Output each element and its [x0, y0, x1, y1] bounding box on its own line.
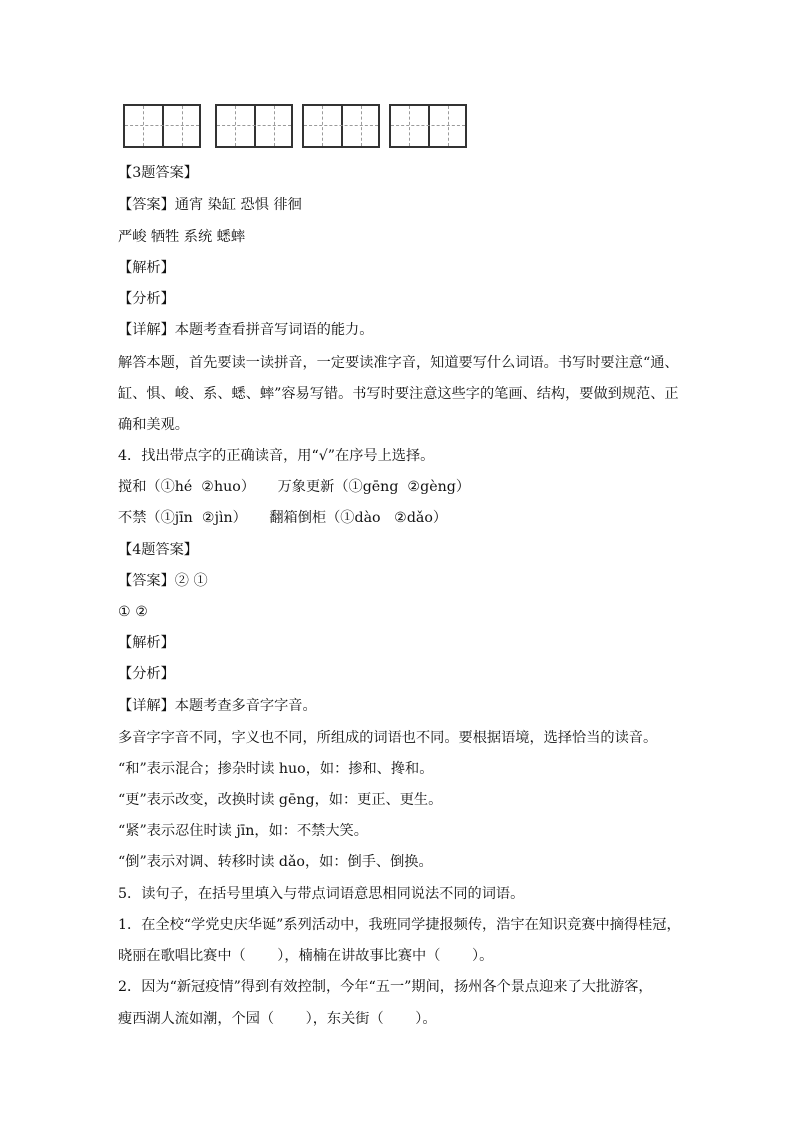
question-5-item2-line1: 2．因为“新冠疫情”得到有效控制，今年“五一”期间，扬州各个景点迎来了大批游客，	[118, 979, 653, 995]
question-5-item1-line2: 晓丽在歌唱比赛中（ ），楠楠在讲故事比赛中（ ）。	[118, 948, 494, 964]
detail-4-dao: “倒”表示对调、转移时读 dǎo，如：倒手、倒换。	[118, 854, 433, 870]
writing-grid-group	[123, 104, 683, 152]
detail-3-intro: 【详解】本题考查看拼音写词语的能力。	[118, 322, 374, 338]
writing-grid-box	[123, 104, 201, 148]
writing-grid-box	[302, 104, 380, 148]
writing-grid-box	[215, 104, 293, 148]
detail-3-para-line2: 缸、惧、峻、系、蟋、蟀”容易写错。书写时要注意这些字的笔画、结构，要做到规范、正	[118, 386, 679, 402]
question-5-item1-line1: 1．在全校“学党史庆华诞”系列活动中，我班同学捷报频传，浩宇在知识竞赛中摘得桂冠，	[118, 917, 681, 933]
detail-3-para-line1: 解答本题，首先要读一读拼音，一定要读准字音，知道要写什么词语。书写时要注意“通、	[118, 355, 679, 371]
detail-4-intro: 【详解】本题考查多音字字音。	[118, 698, 317, 714]
answer-4-line1: 【答案】② ①	[118, 573, 208, 589]
writing-grid-box	[389, 104, 467, 148]
detail-4-jin: “紧”表示忍住时读 jīn，如：不禁大笑。	[118, 823, 368, 839]
analysis-subheading: 【分析】	[118, 666, 175, 682]
analysis-heading: 【解析】	[118, 260, 175, 276]
question-4-options-line1: 搅和（①hé ②huo） 万象更新（①gēng ②gèng）	[118, 479, 471, 495]
question-4-options-line2: 不禁（①jīn ②jìn） 翻箱倒柜（①dào ②dǎo）	[118, 510, 448, 526]
answer-3-heading: 【3题答案】	[118, 165, 198, 181]
question-5-item2-line2: 瘦西湖人流如潮，个园（ ），东关街（ ）。	[118, 1011, 437, 1027]
analysis-subheading: 【分析】	[118, 291, 175, 307]
detail-3-para-line3: 确和美观。	[118, 417, 189, 433]
detail-4-para: 多音字字音不同，字义也不同，所组成的词语也不同。要根据语境，选择恰当的读音。	[118, 730, 658, 746]
answer-4-line2: ① ②	[118, 604, 148, 620]
answer-4-heading: 【4题答案】	[118, 542, 198, 558]
detail-4-he: “和”表示混合；掺杂时读 huo，如：掺和、搀和。	[118, 761, 434, 777]
question-4-prompt: 4．找出带点字的正确读音，用“√”在序号上选择。	[118, 448, 435, 464]
detail-4-geng: “更”表示改变，改换时读 gēng，如：更正、更生。	[118, 792, 443, 808]
answer-3-words-line2: 严峻 牺牲 系统 蟋蟀	[118, 229, 246, 245]
analysis-heading: 【解析】	[118, 635, 175, 651]
question-5-prompt: 5．读句子，在括号里填入与带点词语意思相同说法不同的词语。	[118, 886, 525, 902]
answer-3-words-line1: 【答案】通宵 染缸 恐惧 徘徊	[118, 197, 302, 213]
